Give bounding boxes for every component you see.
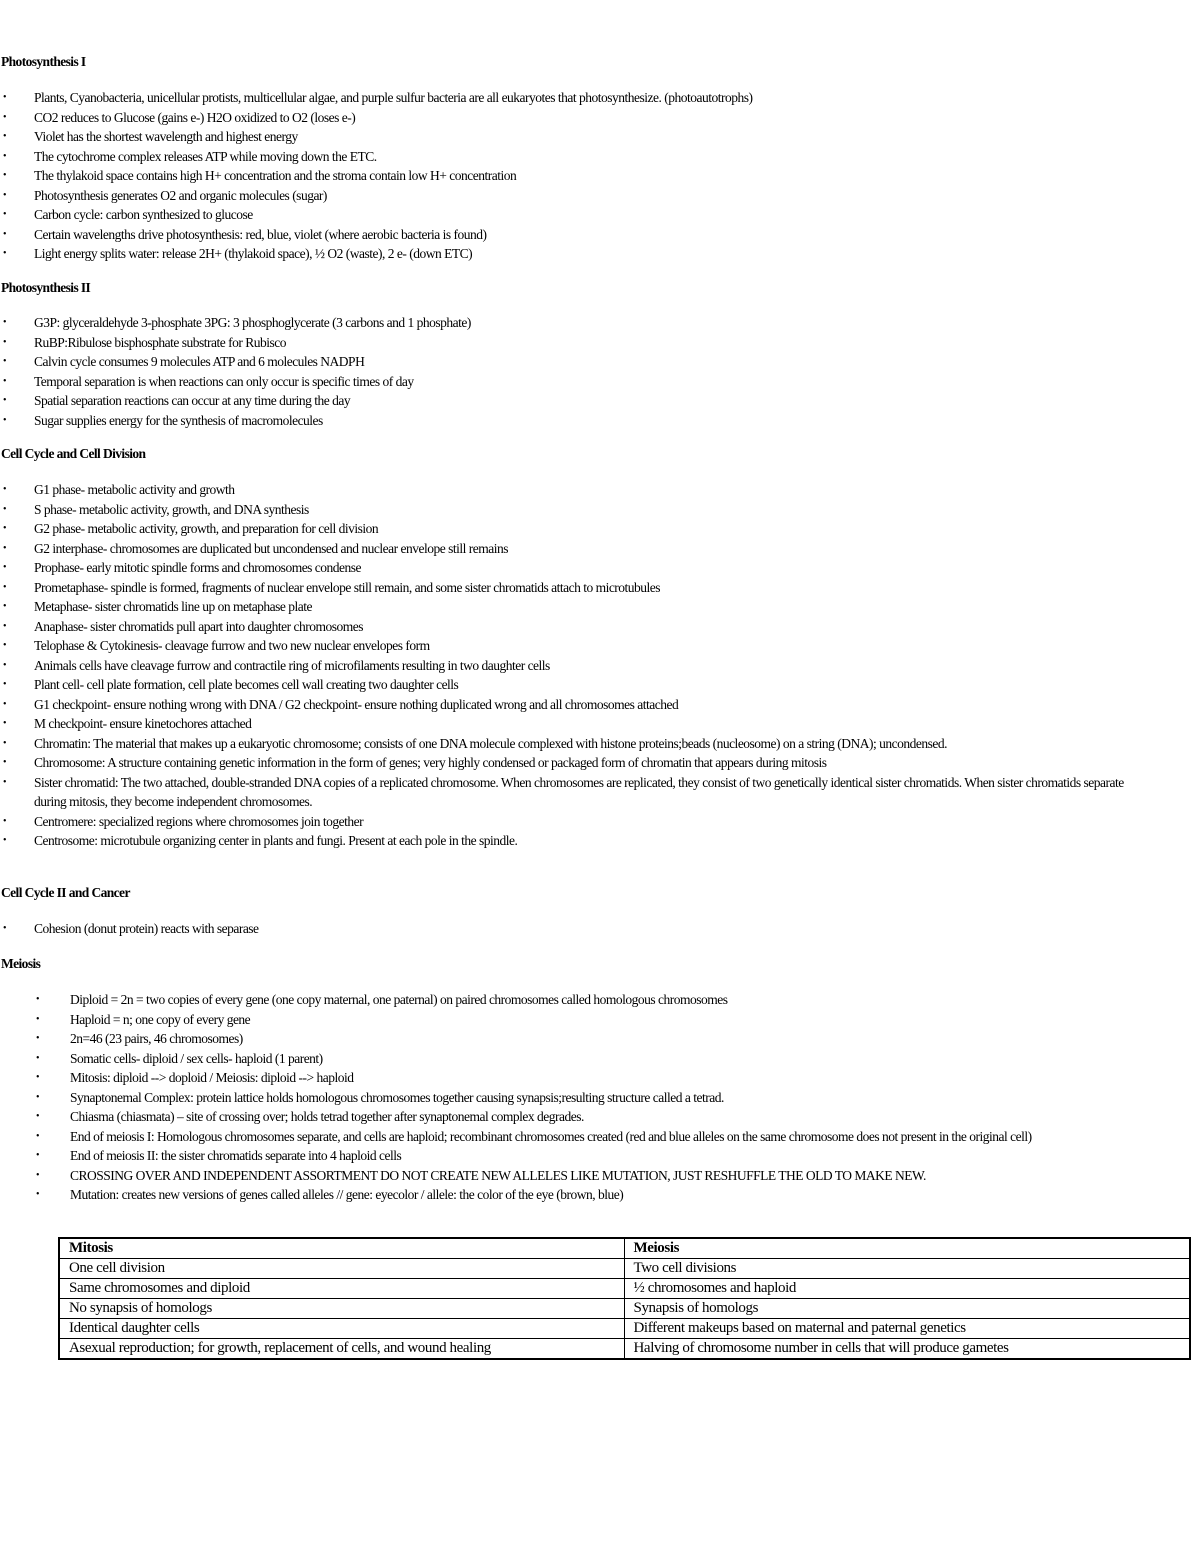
list-item	[0, 313, 1200, 333]
bullet-icon: •	[3, 189, 7, 201]
table-cell: ½ chromosomes and haploid	[624, 1279, 1190, 1299]
bullet-list-cell-cycle-2	[0, 919, 1200, 939]
bullet-icon: •	[36, 1072, 40, 1083]
bullet-icon: •	[3, 414, 7, 426]
bullet-icon: •	[3, 757, 7, 768]
bullet-icon: •	[36, 1013, 40, 1025]
list-item	[0, 108, 1200, 128]
list-item	[0, 244, 1200, 264]
list-item	[0, 812, 1200, 832]
bullet-icon: •	[3, 92, 7, 103]
list-item	[0, 1127, 1200, 1147]
table-row	[59, 1279, 1190, 1299]
list-item	[0, 636, 1200, 656]
bullet-icon: •	[3, 375, 7, 387]
bullet-icon: •	[3, 248, 7, 259]
table-cell: One cell division	[59, 1259, 624, 1279]
list-item	[0, 617, 1200, 637]
table-cell: Identical daughter cells	[59, 1319, 624, 1339]
list-item-text: Centromere: specialized regions where chromosomes join together	[34, 813, 364, 829]
list-item	[0, 1029, 1200, 1049]
list-item	[0, 734, 1200, 754]
table-body	[59, 1259, 1190, 1360]
bullet-icon: •	[3, 111, 7, 123]
list-item-text: Somatic cells- diploid / sex cells- haploid (1 parent)	[70, 1050, 323, 1066]
bullet-icon: •	[3, 356, 7, 367]
list-item	[0, 539, 1200, 559]
bullet-icon: •	[3, 679, 7, 690]
list-item-text: Photosynthesis generates O2 and organic molecules (sugar)	[34, 187, 327, 203]
list-item-text: G2 phase- metabolic activity, growth, and preparation for cell division	[34, 521, 379, 536]
list-item-text: Haploid = n; one copy of every gene	[70, 1011, 251, 1027]
list-item	[0, 773, 1200, 812]
list-item-text: Telophase & Cytokinesis- cleavage furrow and two new nuclear envelopes form	[34, 638, 430, 653]
list-item	[0, 205, 1200, 225]
list-item	[0, 919, 1200, 939]
list-item	[0, 333, 1200, 353]
table-header-cell: Mitosis	[59, 1238, 624, 1259]
bullet-icon: •	[3, 835, 7, 846]
list-item	[0, 578, 1200, 598]
section-heading-meiosis: Meiosis	[1, 956, 41, 971]
list-item	[0, 1185, 1200, 1205]
list-item	[0, 1088, 1200, 1108]
list-item-text: End of meiosis II: the sister chromatids separate into 4 haploid cells	[70, 1148, 402, 1163]
list-item	[0, 166, 1200, 186]
list-item	[0, 1107, 1200, 1127]
table-cell: Synapsis of homologs	[624, 1299, 1190, 1319]
list-item	[0, 1010, 1200, 1030]
section-heading-photosynthesis-1: Photosynthesis I	[1, 54, 86, 69]
bullet-list-photosynthesis-1	[0, 88, 1200, 264]
list-item-text: M checkpoint- ensure kinetochores attached	[34, 716, 252, 731]
bullet-icon: •	[3, 923, 7, 934]
bullet-icon: •	[36, 1052, 40, 1064]
list-item-text: Synaptonemal Complex: protein lattice holds homologous chromosomes together causing synapsis;resulting structure called a tetrad.	[70, 1089, 724, 1105]
table-cell: No synapsis of homologs	[59, 1299, 624, 1319]
list-item-text: Chiasma (chiasmata) – site of crossing over; holds tetrad together after synaptonemal complex degrades.	[70, 1109, 584, 1124]
bullet-icon: •	[3, 228, 7, 240]
list-item	[0, 372, 1200, 392]
bullet-icon: •	[3, 698, 7, 710]
table-row	[59, 1339, 1190, 1360]
list-item	[0, 695, 1200, 715]
table-row	[59, 1319, 1190, 1339]
table-cell: Halving of chromosome number in cells that will produce gametes	[624, 1339, 1190, 1360]
list-item-text: Sugar supplies energy for the synthesis of macromolecules	[34, 412, 323, 428]
list-item	[0, 714, 1200, 734]
list-item-text: Light energy splits water: release 2H+ (thylakoid space), ½ O2 (waste), 2 e- (down ETC)	[34, 246, 473, 261]
list-item-text: Anaphase- sister chromatids pull apart into daughter chromosomes	[34, 618, 364, 634]
list-item-text: Carbon cycle: carbon synthesized to glucose	[34, 207, 253, 222]
list-item-text: Mutation: creates new versions of genes called alleles // gene: eyecolor / allele: the color of the eye (brown, blue)	[70, 1187, 624, 1202]
list-item	[0, 1146, 1200, 1166]
list-item-text: Prophase- early mitotic spindle forms and chromosomes condense	[34, 560, 362, 575]
bullet-icon: •	[3, 737, 7, 749]
list-item	[0, 656, 1200, 676]
list-item-text: G1 checkpoint- ensure nothing wrong with DNA / G2 checkpoint- ensure nothing duplicated wrong and all chromosomes attached	[34, 696, 679, 712]
bullet-icon: •	[3, 336, 7, 348]
bullet-icon: •	[3, 484, 7, 495]
bullet-icon: •	[3, 718, 7, 729]
list-item	[0, 186, 1200, 206]
bullet-icon: •	[3, 503, 7, 515]
list-item-text: Temporal separation is when reactions can only occur is specific times of day	[34, 373, 414, 389]
table-cell: Asexual reproduction; for growth, replacement of cells, and wound healing	[59, 1339, 624, 1360]
list-item-text: G3P: glyceraldehyde 3-phosphate 3PG: 3 phosphoglycerate (3 carbons and 1 phosphate)	[34, 315, 471, 330]
list-item-text: Chromosome: A structure containing genetic information in the form of genes; very highly condensed or packaged form of chromatin that appears during mitosis	[34, 755, 827, 770]
bullet-icon: •	[3, 776, 7, 788]
section-heading-photosynthesis-2: Photosynthesis II	[1, 280, 91, 295]
list-item	[0, 225, 1200, 245]
list-item	[0, 1068, 1200, 1088]
list-item-text: CROSSING OVER AND INDEPENDENT ASSORTMENT DO NOT CREATE NEW ALLELES LIKE MUTATION, JUST RESHUFFLE THE OLD TO MAKE NEW.	[70, 1167, 926, 1183]
section-heading-cell-cycle-2: Cell Cycle II and Cancer	[1, 885, 130, 900]
bullet-icon: •	[3, 317, 7, 328]
list-item-text: End of meiosis I: Homologous chromosomes separate, and cells are haploid; recombinant chromosomes created (red and blue alleles on the same chromosome does not present in the original cell)	[70, 1128, 1032, 1144]
list-item-text: Sister chromatid: The two attached, double-stranded DNA copies of a replicated chromosome. When chromosomes are replicated, they consist of two genetically identical sister chromatids. When sister chromatids separate during mitosis, they become independent chromosomes.	[34, 774, 1124, 809]
table-row	[59, 1259, 1190, 1279]
list-item	[0, 411, 1200, 431]
table-header-row	[59, 1238, 1190, 1259]
mitosis-meiosis-comparison-table	[58, 1237, 1191, 1360]
list-item-text: G2 interphase- chromosomes are duplicated but uncondensed and nuclear envelope still remains	[34, 540, 508, 556]
bullet-icon: •	[3, 581, 7, 593]
bullet-icon: •	[36, 1033, 40, 1044]
list-item-text: 2n=46 (23 pairs, 46 chromosomes)	[70, 1031, 243, 1046]
bullet-list-photosynthesis-2	[0, 313, 1200, 430]
list-item-text: The cytochrome complex releases ATP while moving down the ETC.	[34, 148, 377, 164]
list-item-text: Certain wavelengths drive photosynthesis: red, blue, violet (where aerobic bacteria is found)	[34, 226, 487, 242]
table-header-cell: Meiosis	[624, 1238, 1190, 1259]
list-item	[0, 753, 1200, 773]
list-item-text: S phase- metabolic activity, growth, and DNA synthesis	[34, 501, 309, 517]
bullet-icon: •	[36, 1189, 40, 1200]
bullet-icon: •	[3, 815, 7, 827]
table-cell: Different makeups based on maternal and paternal genetics	[624, 1319, 1190, 1339]
bullet-icon: •	[36, 994, 40, 1005]
list-item-text: G1 phase- metabolic activity and growth	[34, 482, 235, 497]
list-item	[0, 391, 1200, 411]
bullet-list-cell-cycle	[0, 480, 1200, 851]
list-item	[0, 558, 1200, 578]
bullet-icon: •	[3, 395, 7, 406]
bullet-icon: •	[3, 542, 7, 554]
list-item	[0, 597, 1200, 617]
list-item-text: Animals cells have cleavage furrow and contractile ring of microfilaments resulting in two daughter cells	[34, 657, 550, 673]
list-item	[0, 1049, 1200, 1069]
bullet-icon: •	[3, 562, 7, 573]
list-item-text: Plant cell- cell plate formation, cell plate becomes cell wall creating two daughter cells	[34, 677, 459, 692]
table-row	[59, 1299, 1190, 1319]
section-heading-cell-cycle: Cell Cycle and Cell Division	[1, 446, 146, 461]
list-item	[0, 519, 1200, 539]
bullet-icon: •	[36, 1169, 40, 1181]
bullet-icon: •	[3, 640, 7, 651]
bullet-icon: •	[36, 1130, 40, 1142]
bullet-icon: •	[3, 601, 7, 612]
list-item-text: Violet has the shortest wavelength and highest energy	[34, 129, 298, 144]
list-item-text: Spatial separation reactions can occur at any time during the day	[34, 393, 351, 408]
list-item	[0, 352, 1200, 372]
list-item	[0, 88, 1200, 108]
bullet-icon: •	[36, 1091, 40, 1103]
bullet-icon: •	[3, 659, 7, 671]
bullet-icon: •	[3, 170, 7, 181]
bullet-icon: •	[3, 131, 7, 142]
list-item-text: Plants, Cyanobacteria, unicellular protists, multicellular algae, and purple sulfur bacteria are all eukaryotes that photosynthesize. (photoautotrophs)	[34, 90, 753, 105]
list-item	[0, 1166, 1200, 1186]
list-item	[0, 990, 1200, 1010]
list-item-text: The thylakoid space contains high H+ concentration and the stroma contain low H+ concentration	[34, 168, 517, 183]
table-cell: Two cell divisions	[624, 1259, 1190, 1279]
bullet-icon: •	[3, 150, 7, 162]
list-item	[0, 675, 1200, 695]
bullet-icon: •	[36, 1150, 40, 1161]
table-cell: Same chromosomes and diploid	[59, 1279, 624, 1299]
list-item	[0, 147, 1200, 167]
bullet-icon: •	[3, 209, 7, 220]
list-item-text: CO2 reduces to Glucose (gains e-) H2O oxidized to O2 (loses e-)	[34, 109, 356, 125]
list-item-text: Chromatin: The material that makes up a eukaryotic chromosome; consists of one DNA molecule complexed with histone proteins;beads (nucleosome) on a string (DNA); uncondensed.	[34, 735, 948, 751]
list-item	[0, 831, 1200, 851]
bullet-icon: •	[3, 620, 7, 632]
bullet-list-meiosis	[0, 990, 1200, 1205]
list-item-text: Mitosis: diploid --> doploid / Meiosis: diploid --> haploid	[70, 1070, 354, 1085]
bullet-icon: •	[3, 523, 7, 534]
list-item-text: Prometaphase- spindle is formed, fragments of nuclear envelope still remain, and some sister chromatids attach to microtubules	[34, 579, 661, 595]
list-item-text: Calvin cycle consumes 9 molecules ATP and 6 molecules NADPH	[34, 354, 365, 369]
list-item-text: Diploid = 2n = two copies of every gene (one copy maternal, one paternal) on paired chromosomes called homologous chromosomes	[70, 992, 728, 1007]
list-item	[0, 480, 1200, 500]
bullet-icon: •	[36, 1111, 40, 1122]
list-item-text: Centrosome: microtubule organizing center in plants and fungi. Present at each pole in the spindle.	[34, 833, 518, 848]
list-item-text: Metaphase- sister chromatids line up on metaphase plate	[34, 599, 313, 614]
list-item-text: Cohesion (donut protein) reacts with separase	[34, 921, 259, 936]
list-item-text: RuBP:Ribulose bisphosphate substrate for Rubisco	[34, 334, 286, 350]
list-item	[0, 127, 1200, 147]
list-item	[0, 500, 1200, 520]
